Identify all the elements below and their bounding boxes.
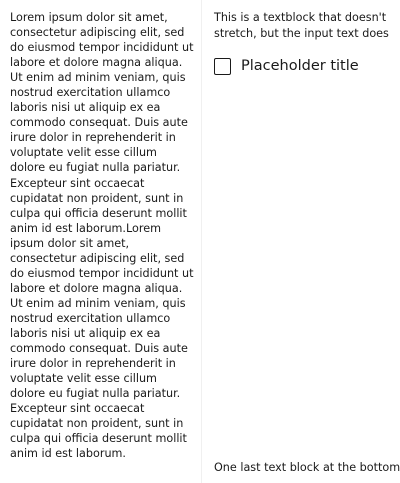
right-column [214,10,400,475]
lorem-ipsum-text-block: Lorem ipsum dolor sit amet, consectetur adipiscing elit, sed do eiusmod tempor incididunt ut labore et dolore magna aliqua. Ut enim ad minim veniam, quis nostrud exercitation ullamco laboris nisi ut aliquip ex ea commodo consequat. Duis aute irure dolor in reprehenderit in voluptate velit esse cillum dolore eu fugiat nulla pariatur. Excepteur sint occaecat cupidatat non proident, sunt in culpa qui officia deserunt mollit anim id est laborum.Lorem ipsum dolor sit amet, consectetur adipiscing elit, sed do eiusmod tempor incididunt ut labore et dolore magna aliqua. Ut enim ad minim veniam, quis nostrud exercitation ullamco laboris nisi ut aliquip ex ea commodo consequat. Duis aute irure dolor in reprehenderit in voluptate velit esse cillum dolore eu fugiat nulla pariatur. Excepteur sint occaecat cupidatat non proident, sunt in culpa qui officia deserunt mollit anim id est laborum. [10,11,194,461]
column-divider [201,0,202,483]
placeholder-checkbox[interactable] [214,56,394,76]
checkbox-box-icon[interactable] [214,58,231,75]
checkbox-label[interactable]: Placeholder title [241,58,359,74]
non-stretching-text-block: This is a textblock that doesn't stretch, but the input text does [214,11,389,40]
bottom-text-block: One last text block at the bottom [214,461,400,474]
